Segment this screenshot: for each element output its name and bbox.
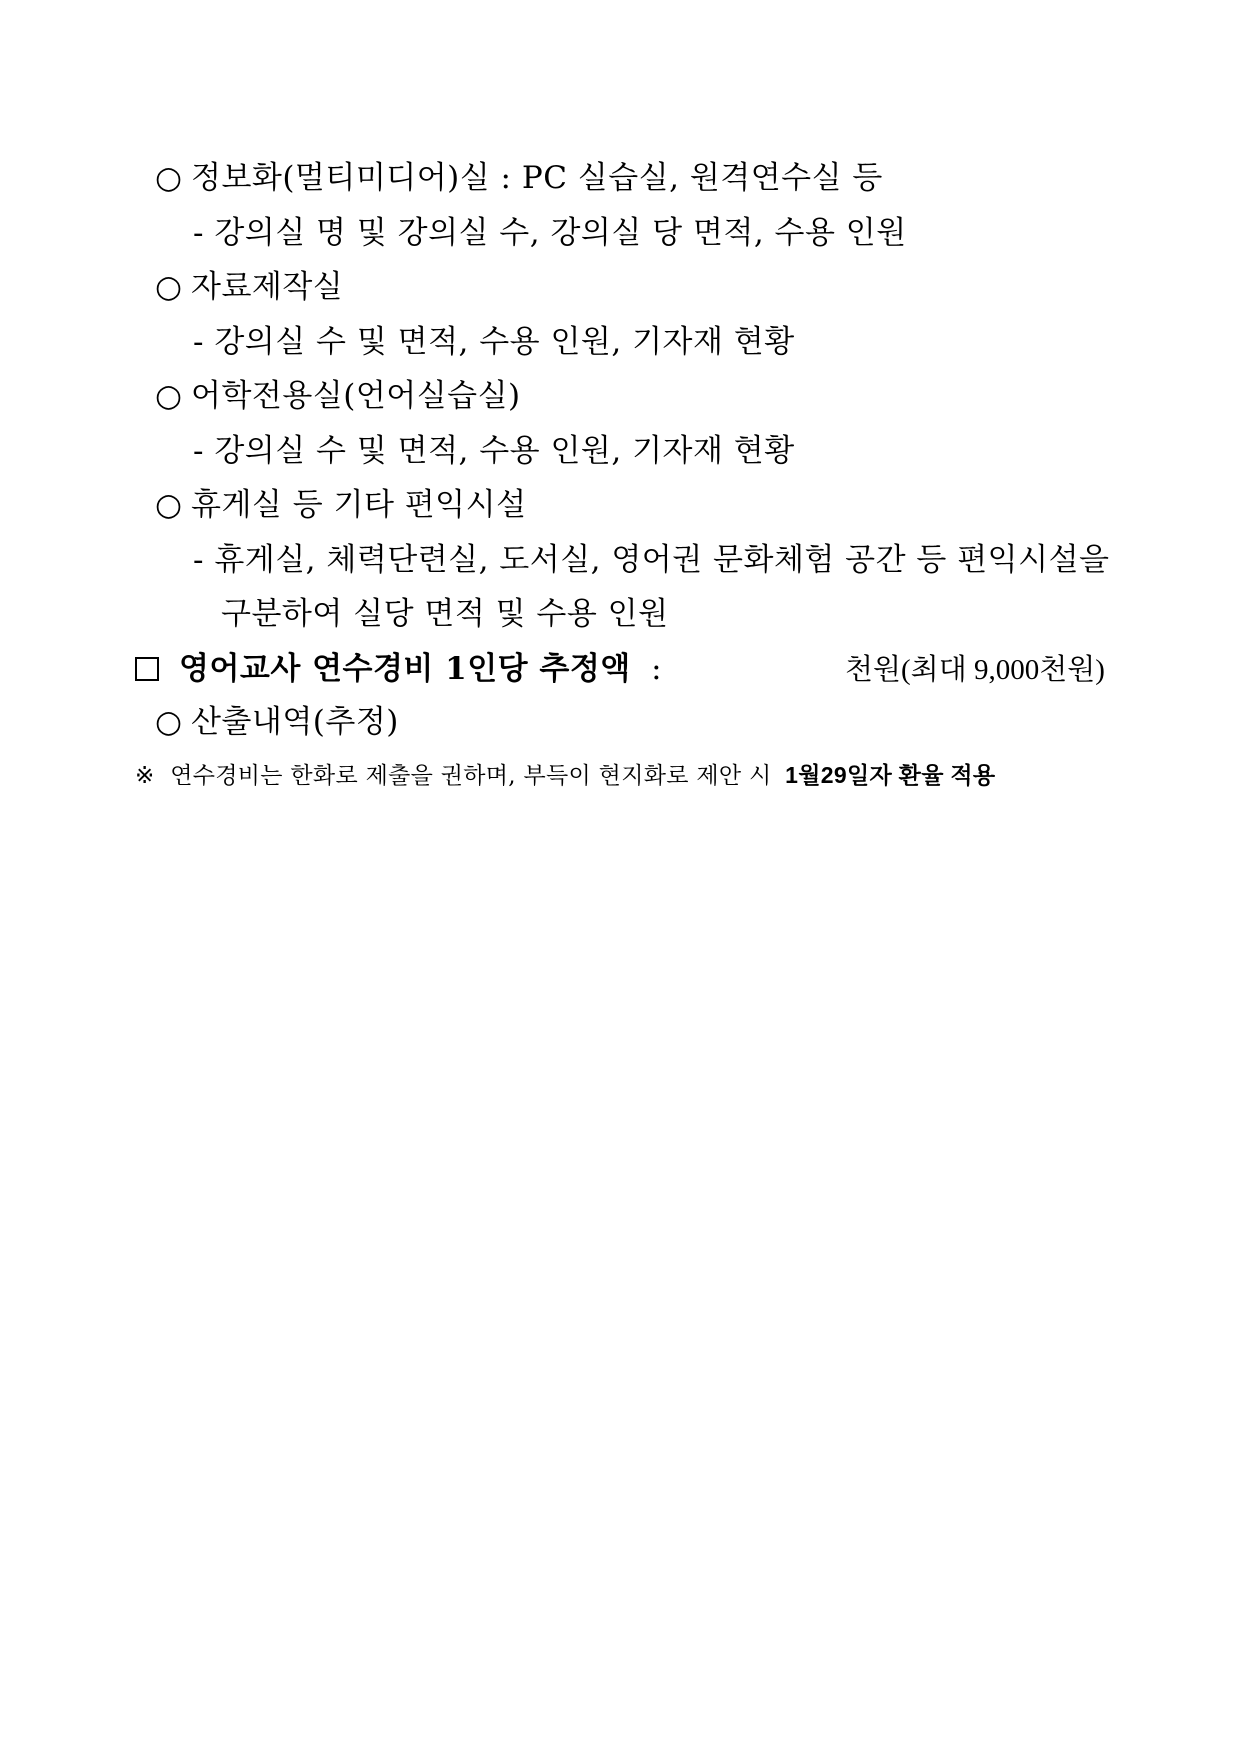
item-1-text: 정보화(멀티미디어)실 : PC 실습실, 원격연수실 등: [191, 160, 883, 196]
circle-bullet-icon: ○: [155, 704, 183, 740]
checkbox-square-icon: [135, 657, 159, 681]
note: [135, 760, 995, 791]
item-1: [155, 158, 883, 198]
note-bold-text: 1월29일자 환율 적용: [785, 762, 996, 788]
circle-bullet-icon: ○: [155, 160, 183, 196]
item-4-text: 휴게실 등 기타 편익시설: [191, 487, 527, 523]
note-text: 연수경비는 한화로 제출을 권하며, 부득이 현지화로 제안 시: [170, 763, 772, 789]
reference-mark-icon: ※: [135, 763, 155, 789]
item-3-text: 어학전용실(언어실습실): [191, 378, 521, 414]
circle-bullet-icon: ○: [155, 269, 183, 305]
section-colon: :: [651, 651, 663, 687]
section-heading: [135, 649, 662, 689]
section-title: 영어교사 연수경비 1인당 추정액: [179, 651, 631, 687]
section-amount: 천원(최대 9,000천원): [845, 654, 1105, 686]
item-2: [155, 267, 343, 307]
item-3-detail: - 강의실 수 및 면적, 수용 인원, 기자재 현황: [193, 433, 795, 469]
section-sub-item: [155, 702, 399, 742]
item-2-text: 자료제작실: [191, 269, 344, 305]
section-sub-text: 산출내역(추정): [191, 704, 399, 740]
circle-bullet-icon: ○: [155, 487, 183, 523]
item-3: [155, 376, 521, 416]
item-2-detail: - 강의실 수 및 면적, 수용 인원, 기자재 현황: [193, 324, 795, 360]
item-4: [155, 485, 527, 525]
item-4-detail-cont: 구분하여 실당 면적 및 수용 인원: [221, 596, 669, 632]
circle-bullet-icon: ○: [155, 378, 183, 414]
item-4-detail: - 휴게실, 체력단련실, 도서실, 영어권 문화체험 공간 등 편익시설을: [193, 542, 1110, 578]
item-1-detail: - 강의실 명 및 강의실 수, 강의실 당 면적, 수용 인원: [193, 215, 907, 251]
